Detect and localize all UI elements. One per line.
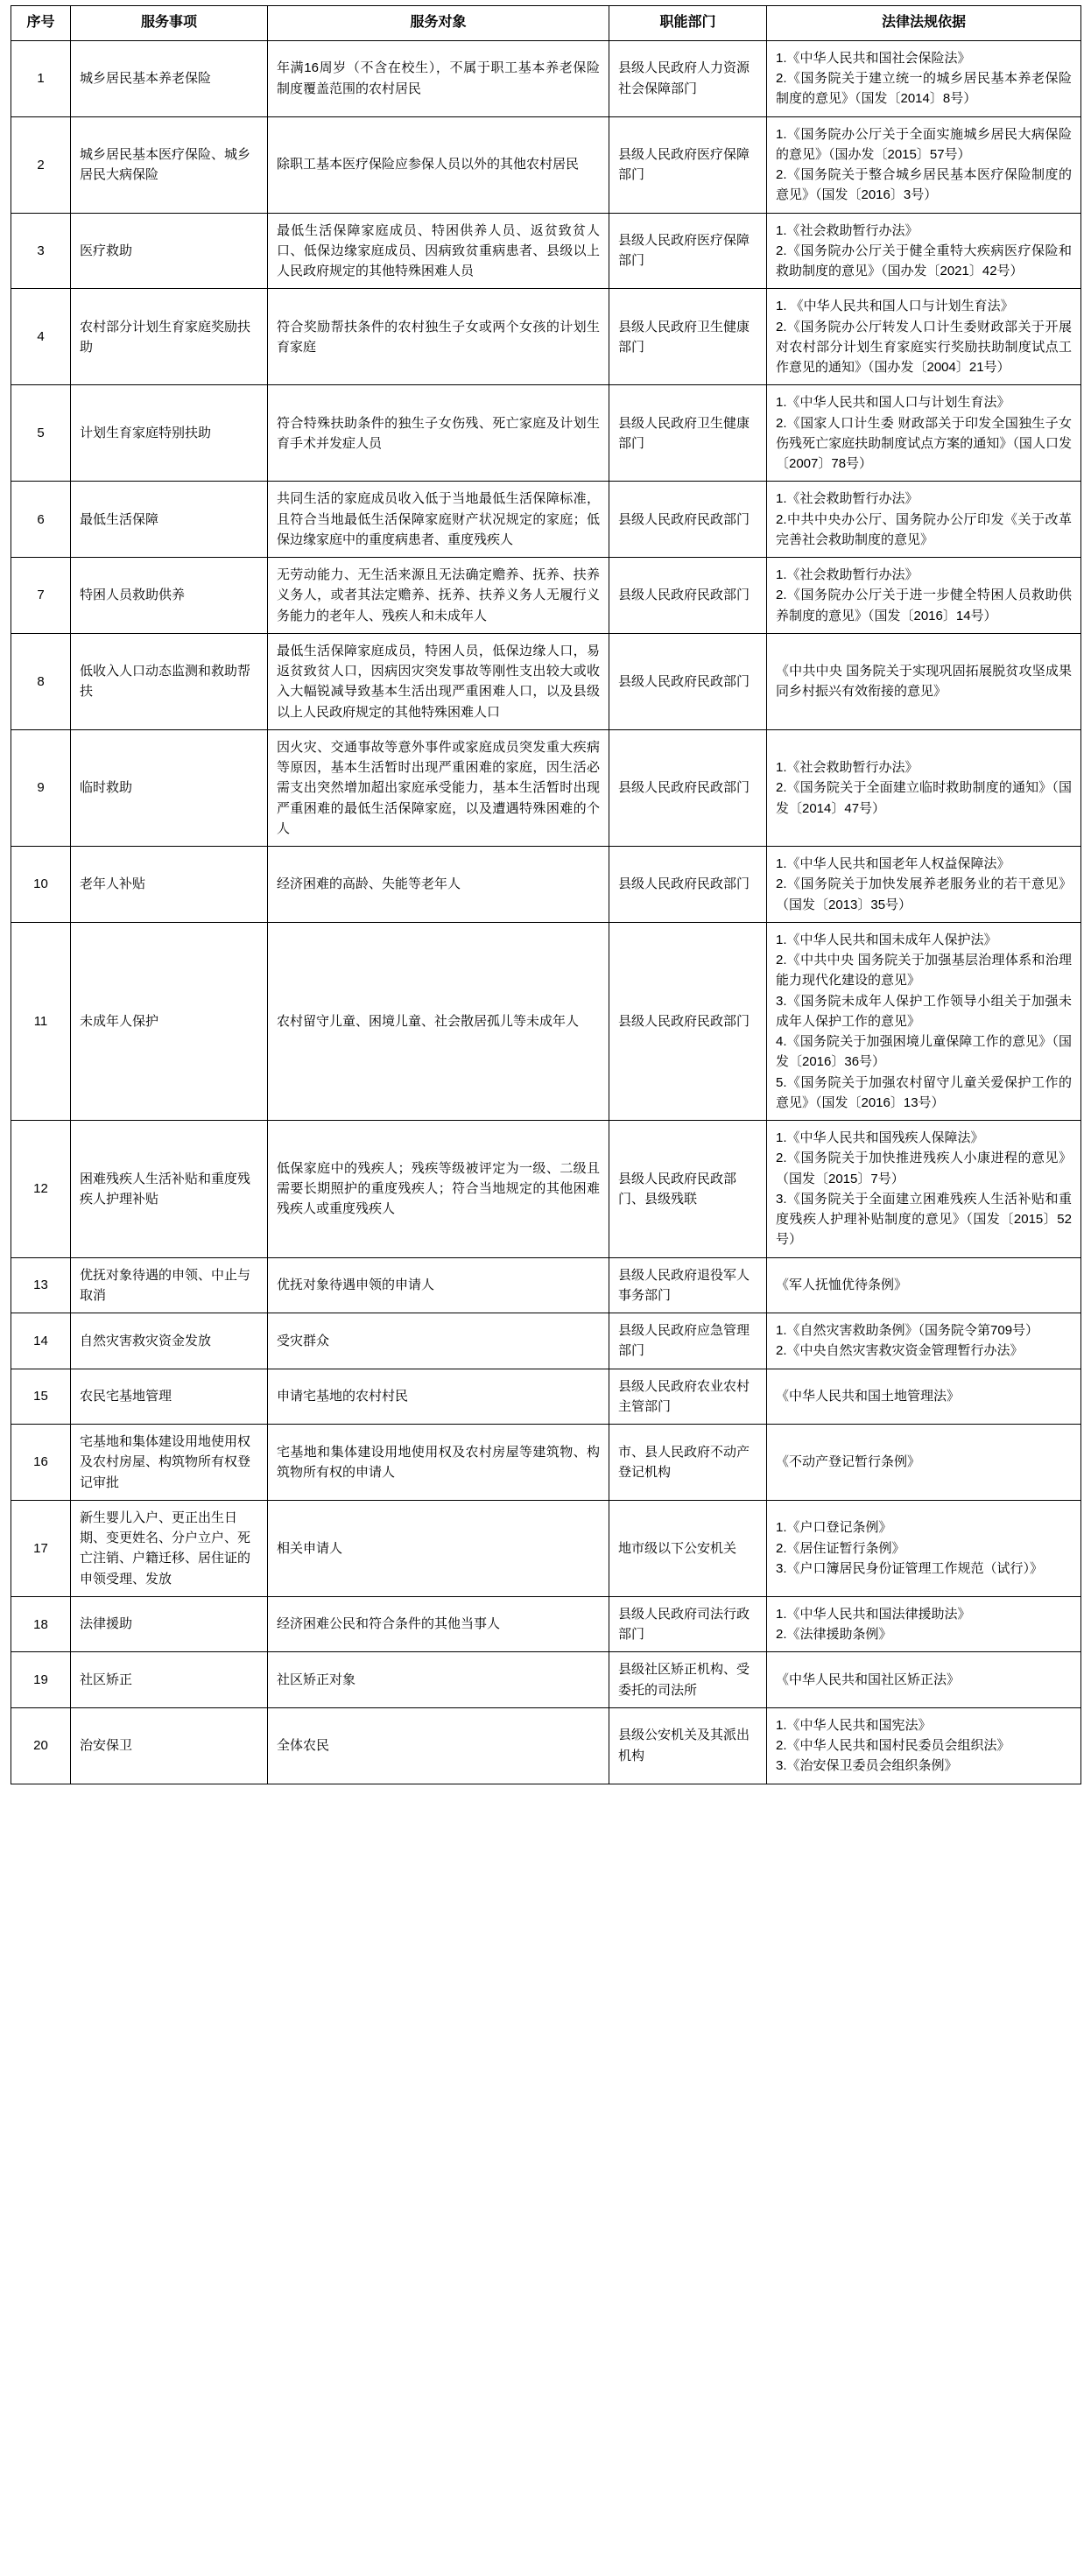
legal-basis-line: 1.《社会救助暂行办法》 bbox=[776, 760, 919, 776]
legal-basis-line: 2.《国家人口计生委 财政部关于印发全国独生子女伤残死亡家庭扶助制度试点方案的通知》（国人口发〔2007〕78号） bbox=[776, 415, 1072, 472]
legal-basis-line: 5.《国务院关于加强农村留守儿童关爱保护工作的意见》（国发〔2016〕13号） bbox=[776, 1074, 1072, 1110]
cell-department: 县级人民政府卫生健康部门 bbox=[609, 385, 767, 482]
cell-service-item: 城乡居民基本养老保险 bbox=[71, 40, 268, 116]
legal-basis-line: 2.《国务院关于全面建立临时救助制度的通知》（国发〔2014〕47号） bbox=[776, 780, 1072, 816]
legal-basis-line: 1. 《中华人民共和国人口与计划生育法》 bbox=[776, 299, 1014, 314]
cell-legal-basis bbox=[767, 289, 1081, 385]
cell-service-object: 低保家庭中的残疾人；残疾等级被评定为一级、二级且需要长期照护的重度残疾人；符合当地规定的其他困难残疾人或重度残疾人 bbox=[268, 1121, 609, 1258]
cell-no: 4 bbox=[11, 289, 71, 385]
cell-service-object: 受灾群众 bbox=[268, 1313, 609, 1369]
column-header-department: 职能部门 bbox=[609, 6, 767, 41]
cell-legal-basis bbox=[767, 385, 1081, 482]
legal-basis-line: 1.《社会救助暂行办法》 bbox=[776, 491, 919, 507]
cell-no: 20 bbox=[11, 1707, 71, 1784]
rural-services-table bbox=[11, 5, 1081, 1784]
cell-legal-basis bbox=[767, 1596, 1081, 1652]
cell-service-item: 城乡居民基本医疗保险、城乡居民大病保险 bbox=[71, 116, 268, 213]
legal-basis-line: 1.《户口登记条例》 bbox=[776, 1520, 892, 1536]
cell-service-object: 最低生活保障家庭成员，特困人员，低保边缘人口，易返贫致贫人口，因病因灾突发事故等刚性支出较大或收入大幅锐减导致基本生活出现严重困难人口，以及县级以上人民政府规定的其他特殊困难人口 bbox=[268, 633, 609, 729]
cell-no: 17 bbox=[11, 1500, 71, 1596]
cell-legal-basis bbox=[767, 1257, 1081, 1313]
cell-service-object: 最低生活保障家庭成员、特困供养人员、返贫致贫人口、低保边缘家庭成员、因病致贫重病患者、县级以上人民政府规定的其他特殊困难人员 bbox=[268, 213, 609, 289]
cell-department: 县级人民政府民政部门 bbox=[609, 729, 767, 846]
cell-service-item: 医疗救助 bbox=[71, 213, 268, 289]
legal-basis-line: 2.《国务院关于加快发展养老服务业的若干意见》（国发〔2013〕35号） bbox=[776, 876, 1072, 912]
cell-service-object: 宅基地和集体建设用地使用权及农村房屋等建筑物、构筑物所有权的申请人 bbox=[268, 1425, 609, 1501]
cell-service-object: 符合奖励帮扶条件的农村独生子女或两个女孩的计划生育家庭 bbox=[268, 289, 609, 385]
column-header-no: 序号 bbox=[11, 6, 71, 41]
table-row bbox=[11, 1652, 1081, 1708]
legal-basis-line: 2.《国务院办公厅关于进一步健全特困人员救助供养制度的意见》（国发〔2016〕14号） bbox=[776, 588, 1072, 623]
legal-basis-line: 《中华人民共和国土地管理法》 bbox=[776, 1389, 961, 1404]
cell-no: 10 bbox=[11, 847, 71, 923]
cell-service-item: 低收入人口动态监测和救助帮扶 bbox=[71, 633, 268, 729]
cell-department: 县级人民政府医疗保障部门 bbox=[609, 213, 767, 289]
legal-basis-line: 1.《自然灾害救助条例》（国务院令第709号） bbox=[776, 1323, 1039, 1339]
legal-basis-line: 《中华人民共和国社区矫正法》 bbox=[776, 1672, 961, 1687]
table-row bbox=[11, 1121, 1081, 1258]
cell-legal-basis bbox=[767, 1369, 1081, 1425]
legal-basis-line: 1.《中华人民共和国宪法》 bbox=[776, 1717, 932, 1733]
cell-service-object: 因火灾、交通事故等意外事件或家庭成员突发重大疾病等原因，基本生活暂时出现严重困难的家庭，因生活必需支出突然增加超出家庭承受能力，基本生活暂时出现严重困难的最低生活保障家庭，以及遭遇特殊困难的个人 bbox=[268, 729, 609, 846]
cell-legal-basis bbox=[767, 847, 1081, 923]
cell-no: 11 bbox=[11, 922, 71, 1120]
cell-department: 县级人民政府民政部门、县级残联 bbox=[609, 1121, 767, 1258]
legal-basis-line: 2.《国务院关于整合城乡居民基本医疗保险制度的意见》（国发〔2016〕3号） bbox=[776, 167, 1072, 203]
column-header-service-item: 服务事项 bbox=[71, 6, 268, 41]
cell-no: 18 bbox=[11, 1596, 71, 1652]
cell-department: 县级人民政府民政部门 bbox=[609, 922, 767, 1120]
table-header-row bbox=[11, 6, 1081, 41]
legal-basis-line: 3.《国务院关于全面建立困难残疾人生活补贴和重度残疾人护理补贴制度的意见》（国发〔2015〕52号） bbox=[776, 1191, 1072, 1248]
cell-legal-basis bbox=[767, 633, 1081, 729]
cell-no: 15 bbox=[11, 1369, 71, 1425]
legal-basis-line: 2.《中华人民共和国村民委员会组织法》 bbox=[776, 1738, 1010, 1754]
legal-basis-line: 2.《中央自然灾害救灾资金管理暂行办法》 bbox=[776, 1343, 1024, 1359]
legal-basis-line: 3.《治安保卫委员会组织条例》 bbox=[776, 1758, 958, 1774]
cell-service-item: 新生婴儿入户、更正出生日期、变更姓名、分户立户、死亡注销、户籍迁移、居住证的申领受理、发放 bbox=[71, 1500, 268, 1596]
legal-basis-line: 《中共中央 国务院关于实现巩固拓展脱贫攻坚成果同乡村振兴有效衔接的意见》 bbox=[776, 664, 1072, 700]
legal-basis-line: 1.《国务院办公厅关于全面实施城乡居民大病保险的意见》（国办发〔2015〕57号） bbox=[776, 126, 1072, 162]
table-row bbox=[11, 1313, 1081, 1369]
cell-service-item: 困难残疾人生活补贴和重度残疾人护理补贴 bbox=[71, 1121, 268, 1258]
cell-service-object: 农村留守儿童、困境儿童、社会散居孤儿等未成年人 bbox=[268, 922, 609, 1120]
cell-no: 3 bbox=[11, 213, 71, 289]
legal-basis-line: 《军人抚恤优待条例》 bbox=[776, 1277, 908, 1293]
cell-service-item: 老年人补贴 bbox=[71, 847, 268, 923]
table-row bbox=[11, 213, 1081, 289]
cell-service-item: 特困人员救助供养 bbox=[71, 558, 268, 634]
table-row bbox=[11, 558, 1081, 634]
table-row bbox=[11, 922, 1081, 1120]
cell-department: 县级人民政府民政部门 bbox=[609, 847, 767, 923]
cell-legal-basis bbox=[767, 1652, 1081, 1708]
cell-service-item: 未成年人保护 bbox=[71, 922, 268, 1120]
cell-department: 县级人民政府人力资源社会保障部门 bbox=[609, 40, 767, 116]
table-row bbox=[11, 1500, 1081, 1596]
column-header-legal-basis: 法律法规依据 bbox=[767, 6, 1081, 41]
legal-basis-line: 3.《户口簿居民身份证管理工作规范（试行）》 bbox=[776, 1560, 1044, 1576]
table-row bbox=[11, 385, 1081, 482]
legal-basis-line: 2.《国务院关于加快推进残疾人小康进程的意见》（国发〔2015〕7号） bbox=[776, 1151, 1072, 1186]
cell-department: 县级社区矫正机构、受委托的司法所 bbox=[609, 1652, 767, 1708]
legal-basis-line: 2.《国务院关于建立统一的城乡居民基本养老保险制度的意见》（国发〔2014〕8号） bbox=[776, 71, 1072, 107]
cell-service-object: 社区矫正对象 bbox=[268, 1652, 609, 1708]
cell-department: 市、县人民政府不动产登记机构 bbox=[609, 1425, 767, 1501]
legal-basis-line: 1.《中华人民共和国人口与计划生育法》 bbox=[776, 395, 1010, 411]
cell-service-item: 社区矫正 bbox=[71, 1652, 268, 1708]
cell-service-object: 除职工基本医疗保险应参保人员以外的其他农村居民 bbox=[268, 116, 609, 213]
legal-basis-line: 2.《中共中央 国务院关于加强基层治理体系和治理能力现代化建设的意见》 bbox=[776, 953, 1072, 989]
cell-no: 8 bbox=[11, 633, 71, 729]
cell-no: 16 bbox=[11, 1425, 71, 1501]
cell-no: 6 bbox=[11, 482, 71, 558]
table-row bbox=[11, 633, 1081, 729]
table-row bbox=[11, 40, 1081, 116]
column-header-service-object: 服务对象 bbox=[268, 6, 609, 41]
cell-service-item: 自然灾害救灾资金发放 bbox=[71, 1313, 268, 1369]
table-row bbox=[11, 847, 1081, 923]
cell-legal-basis bbox=[767, 1707, 1081, 1784]
legal-basis-line: 2.《国务院办公厅关于健全重特大疾病医疗保险和救助制度的意见》（国办发〔2021〕42号） bbox=[776, 243, 1072, 279]
cell-service-item: 治安保卫 bbox=[71, 1707, 268, 1784]
legal-basis-line: 1.《社会救助暂行办法》 bbox=[776, 567, 919, 583]
legal-basis-line: 《不动产登记暂行条例》 bbox=[776, 1454, 921, 1470]
cell-service-item: 法律援助 bbox=[71, 1596, 268, 1652]
cell-service-item: 最低生活保障 bbox=[71, 482, 268, 558]
cell-department: 县级公安机关及其派出机构 bbox=[609, 1707, 767, 1784]
legal-basis-line: 1.《中华人民共和国法律援助法》 bbox=[776, 1606, 971, 1622]
cell-department: 县级人民政府退役军人事务部门 bbox=[609, 1257, 767, 1313]
cell-legal-basis bbox=[767, 729, 1081, 846]
cell-department: 县级人民政府民政部门 bbox=[609, 633, 767, 729]
cell-legal-basis bbox=[767, 213, 1081, 289]
table-row bbox=[11, 289, 1081, 385]
cell-service-object: 优抚对象待遇申领的申请人 bbox=[268, 1257, 609, 1313]
cell-legal-basis bbox=[767, 1313, 1081, 1369]
cell-department: 县级人民政府医疗保障部门 bbox=[609, 116, 767, 213]
cell-legal-basis bbox=[767, 922, 1081, 1120]
cell-no: 13 bbox=[11, 1257, 71, 1313]
cell-no: 1 bbox=[11, 40, 71, 116]
cell-department: 县级人民政府农业农村主管部门 bbox=[609, 1369, 767, 1425]
cell-service-object: 相关申请人 bbox=[268, 1500, 609, 1596]
cell-service-item: 农民宅基地管理 bbox=[71, 1369, 268, 1425]
cell-legal-basis bbox=[767, 482, 1081, 558]
cell-service-item: 优抚对象待遇的申领、中止与取消 bbox=[71, 1257, 268, 1313]
cell-service-item: 宅基地和集体建设用地使用权及农村房屋、构筑物所有权登记审批 bbox=[71, 1425, 268, 1501]
legal-basis-line: 2.《居住证暂行条例》 bbox=[776, 1540, 905, 1556]
cell-service-object: 无劳动能力、无生活来源且无法确定赡养、抚养、扶养义务人，或者其法定赡养、抚养、扶养义务人无履行义务能力的老年人、残疾人和未成年人 bbox=[268, 558, 609, 634]
table-row bbox=[11, 1707, 1081, 1784]
cell-legal-basis bbox=[767, 1500, 1081, 1596]
legal-basis-line: 3.《国务院未成年人保护工作领导小组关于加强未成年人保护工作的意见》 bbox=[776, 993, 1072, 1029]
cell-department: 县级人民政府民政部门 bbox=[609, 558, 767, 634]
cell-no: 7 bbox=[11, 558, 71, 634]
legal-basis-line: 4.《国务院关于加强困境儿童保障工作的意见》（国发〔2016〕36号） bbox=[776, 1034, 1072, 1070]
legal-basis-line: 2.中共中央办公厅、国务院办公厅印发《关于改革完善社会救助制度的意见》 bbox=[776, 511, 1072, 547]
cell-no: 2 bbox=[11, 116, 71, 213]
cell-service-object: 符合特殊扶助条件的独生子女伤残、死亡家庭及计划生育手术并发症人员 bbox=[268, 385, 609, 482]
cell-legal-basis bbox=[767, 1121, 1081, 1258]
legal-basis-line: 2.《法律援助条例》 bbox=[776, 1627, 892, 1643]
legal-basis-line: 1.《中华人民共和国残疾人保障法》 bbox=[776, 1130, 984, 1146]
cell-no: 9 bbox=[11, 729, 71, 846]
cell-legal-basis bbox=[767, 116, 1081, 213]
cell-department: 县级人民政府卫生健康部门 bbox=[609, 289, 767, 385]
cell-department: 地市级以下公安机关 bbox=[609, 1500, 767, 1596]
cell-service-object: 申请宅基地的农村村民 bbox=[268, 1369, 609, 1425]
cell-legal-basis bbox=[767, 558, 1081, 634]
legal-basis-line: 1.《中华人民共和国社会保险法》 bbox=[776, 50, 971, 66]
table-row bbox=[11, 1369, 1081, 1425]
table-row bbox=[11, 729, 1081, 846]
cell-no: 14 bbox=[11, 1313, 71, 1369]
cell-no: 5 bbox=[11, 385, 71, 482]
cell-department: 县级人民政府民政部门 bbox=[609, 482, 767, 558]
cell-department: 县级人民政府司法行政部门 bbox=[609, 1596, 767, 1652]
cell-service-object: 经济困难的高龄、失能等老年人 bbox=[268, 847, 609, 923]
table-body bbox=[11, 40, 1081, 1784]
table-row bbox=[11, 116, 1081, 213]
table-row bbox=[11, 482, 1081, 558]
cell-service-object: 经济困难公民和符合条件的其他当事人 bbox=[268, 1596, 609, 1652]
cell-service-object: 全体农民 bbox=[268, 1707, 609, 1784]
table-row bbox=[11, 1257, 1081, 1313]
cell-legal-basis bbox=[767, 1425, 1081, 1501]
table-row bbox=[11, 1596, 1081, 1652]
cell-department: 县级人民政府应急管理部门 bbox=[609, 1313, 767, 1369]
legal-basis-line: 1.《中华人民共和国老年人权益保障法》 bbox=[776, 856, 1010, 872]
table-row bbox=[11, 1425, 1081, 1501]
legal-basis-line: 1.《中华人民共和国未成年人保护法》 bbox=[776, 932, 997, 947]
cell-legal-basis bbox=[767, 40, 1081, 116]
table-header bbox=[11, 6, 1081, 41]
cell-service-object: 年满16周岁（不含在校生），不属于职工基本养老保险制度覆盖范围的农村居民 bbox=[268, 40, 609, 116]
legal-basis-line: 2.《国务院办公厅转发人口计生委财政部关于开展对农村部分计划生育家庭实行奖励扶助制度试点工作意见的通知》（国办发〔2004〕21号） bbox=[776, 319, 1072, 376]
cell-no: 19 bbox=[11, 1652, 71, 1708]
cell-service-object: 共同生活的家庭成员收入低于当地最低生活保障标准，且符合当地最低生活保障家庭财产状况规定的家庭；低保边缘家庭中的重度病患者、重度残疾人 bbox=[268, 482, 609, 558]
cell-service-item: 农村部分计划生育家庭奖励扶助 bbox=[71, 289, 268, 385]
cell-service-item: 临时救助 bbox=[71, 729, 268, 846]
cell-service-item: 计划生育家庭特别扶助 bbox=[71, 385, 268, 482]
cell-no: 12 bbox=[11, 1121, 71, 1258]
legal-basis-line: 1.《社会救助暂行办法》 bbox=[776, 222, 919, 238]
